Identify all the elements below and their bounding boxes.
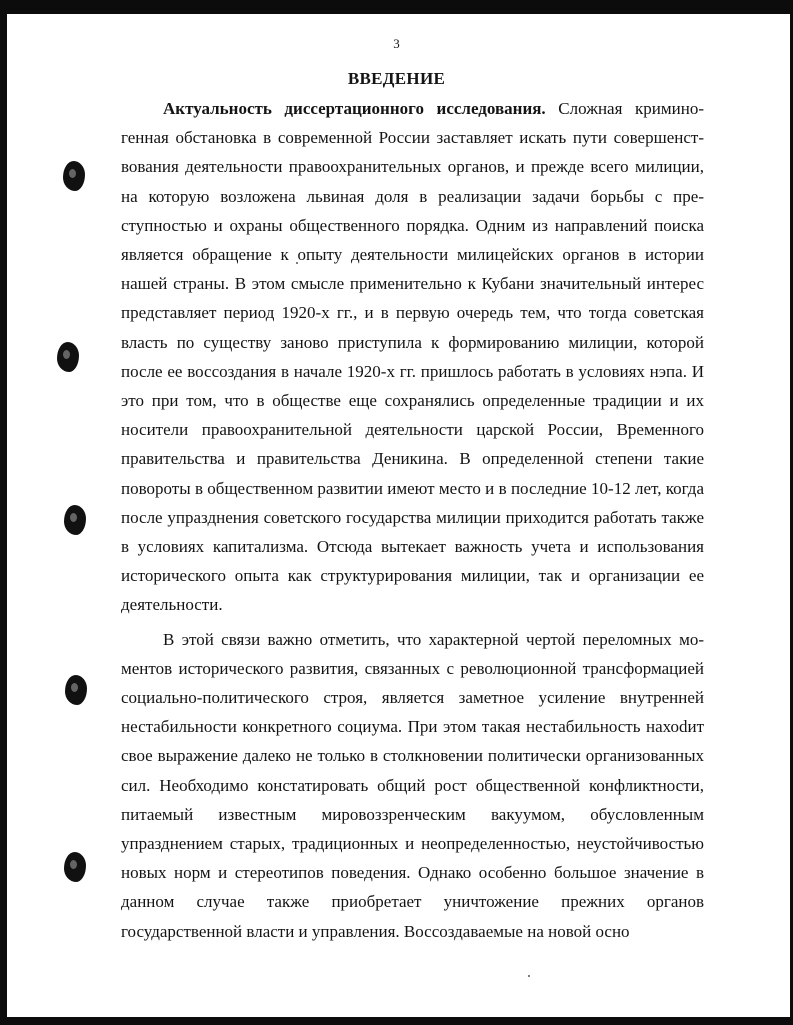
body-text <box>121 94 704 946</box>
paragraph <box>121 625 704 946</box>
punch-hole <box>63 161 85 191</box>
punch-hole <box>64 505 86 535</box>
paragraph-lead: Актуальность диссертационного исследования. <box>163 99 546 118</box>
scan-border-top <box>0 0 793 14</box>
punch-hole <box>65 675 87 705</box>
punch-hole <box>57 342 79 372</box>
punch-hole <box>64 852 86 882</box>
paragraph <box>121 94 704 620</box>
paragraph-text: Сложная криминогенная обстановка в современной России заставляет искать пути совершенствования деятельности правоохранительных органов, и прежде всего милиции, на которую возложена львиная доля в реализации задачи борьбы с преступностью и охраны общественного порядка. Одним из направлений поиска является обращение к опыту деятельности милицейских органов в истории нашей страны. В этом смысле применительно к Кубани значительный интерес представляет период 1920-х гг., и в первую очередь тем, что тогда советская власть по существу заново приступила к формированию милиции, которой после ее воссоздания в начале 1920-х гг. пришлось работать в условиях нэпа. И это при том, что в обществе еще сохранялись определенные традиции и их носители правоохранительной деятельности царской России, Временного правительства и правительства Деникина. В определенной степени такие повороты в общественном развитии имеют место и в последние 10-12 лет, когда после упразднения советского государства милиции приходится работать также в условиях капитализма. Отсюда вытекает важность учета и использования исторического опыта как структурирования милиции, так и организации ее деятельности. <box>121 99 704 615</box>
page-number: 3 <box>393 36 400 51</box>
scan-speck <box>528 975 530 977</box>
scan-border-bottom <box>0 1017 793 1025</box>
paragraph-text: В этой связи важно отметить, что характерной чертой переломных моментов исторического развития, связанных с революционной трансформацией социально-политического строя, является заметное усиление внутренней нестабильности конкретного социума. При этом такая нестабильность нахоdит свое выражение далеко не только в столкновении политически организованных сил. Необходимо констатировать общий рост общественной конфликтности, питаемый известным мировоззренческим вакуумом, обусловленным упразднением старых, традиционных и неопределенностью, неустойчивостью новых норм и стереотипов поведения. Однако особенно большое значение в данном случае также приобретает уничтожение прежних органов государственной власти и управления. Воссоздаваемые на новой осно <box>121 629 704 941</box>
scan-border-left <box>0 0 7 1025</box>
page-heading: ВВЕДЕНИЕ <box>347 69 446 88</box>
